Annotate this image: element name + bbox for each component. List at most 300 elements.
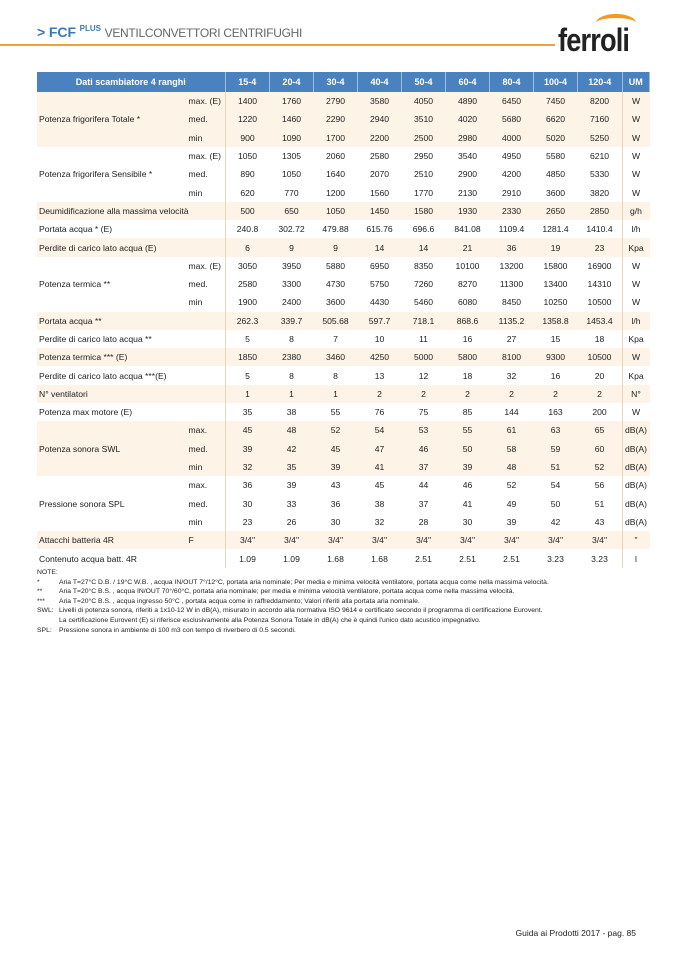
cell-value: 30: [225, 495, 270, 513]
row-label: Attacchi batteria 4R: [37, 531, 189, 549]
cell-value: 3.23: [547, 553, 564, 564]
row-sublabel: [189, 348, 226, 366]
cell-value: 8270: [457, 279, 478, 290]
cell-value: 58: [490, 440, 534, 458]
cell-value: 4950: [501, 151, 522, 162]
cell-value: 3600: [545, 187, 566, 198]
table-row: [37, 238, 650, 256]
cell-value: 2380: [270, 348, 314, 366]
cell-value: 2330: [490, 202, 534, 220]
cell-value: 42: [270, 440, 314, 458]
cell-value: 18: [594, 334, 605, 344]
note-key: SWL:: [37, 607, 54, 615]
cell-value: 52: [506, 480, 517, 491]
cell-value: 20: [594, 370, 605, 381]
table-row: [37, 202, 650, 220]
cell-value: 696.6: [412, 224, 435, 235]
cell-value: 11: [419, 334, 428, 344]
cell-value: 1: [225, 385, 270, 403]
cell-value: 1453.4: [578, 312, 623, 330]
cell-value: 65: [578, 421, 623, 439]
table-row: [37, 257, 650, 275]
cell-value: 16: [462, 334, 473, 344]
cell-value: 1850: [225, 348, 270, 366]
cell-value: 1.09: [283, 553, 300, 564]
cell-value: 41: [358, 458, 402, 476]
cell-value: 51: [594, 498, 605, 509]
cell-value: 1.68: [327, 553, 344, 564]
note-item: [37, 587, 549, 597]
cell-value: 13: [374, 370, 385, 381]
column-header: 60-4: [446, 72, 490, 92]
cell-value: 2580: [225, 275, 270, 293]
cell-value: 10: [374, 334, 385, 344]
cell-value: 39: [286, 480, 297, 491]
cell-value: 4200: [501, 169, 522, 180]
cell-value: 6620: [534, 110, 578, 128]
table-row: [37, 440, 650, 458]
row-sublabel: min: [188, 297, 203, 308]
row-unit: W: [622, 129, 650, 147]
column-header: 20-4: [270, 72, 314, 92]
cell-value: 1305: [281, 151, 302, 162]
cell-value: 43: [330, 480, 341, 491]
cell-value: 650: [270, 202, 314, 220]
cell-value: 56: [594, 480, 605, 491]
cell-value: 3050: [225, 257, 270, 275]
cell-value: 2290: [314, 110, 358, 128]
cell-value: 38: [286, 407, 297, 418]
note-key: SPL:: [37, 626, 52, 634]
row-label: [37, 458, 189, 476]
cell-value: 61: [490, 421, 534, 439]
cell-value: 10100: [455, 260, 480, 271]
cell-value: 59: [534, 440, 578, 458]
cell-value: 5750: [369, 279, 390, 290]
cell-value: 45: [225, 421, 270, 439]
cell-value: 3/4": [534, 531, 578, 549]
row-unit: ": [622, 531, 650, 549]
cell-value: 2910: [501, 187, 522, 198]
note-text: Aria T=27°C D.B. / 19°C W.B. , acqua IN/OUT 7°/12°C, portata aria nominale; Per media e minima velocità ventilatore, portata acqua come nella massima velocità.: [59, 578, 549, 586]
row-label: Perdite di carico lato acqua **: [39, 334, 152, 344]
cell-value: 3580: [358, 92, 402, 110]
row-label: Perdite di carico lato acqua ***(E): [39, 370, 167, 381]
cell-value: 32: [374, 516, 385, 527]
cell-value: 36: [225, 476, 270, 494]
row-sublabel: max.: [189, 421, 226, 439]
cell-value: 8: [333, 370, 338, 381]
cell-value: 262.3: [225, 312, 270, 330]
row-unit: dB(A): [622, 440, 650, 458]
cell-value: 21: [446, 238, 490, 256]
note-key: [37, 616, 59, 626]
row-sublabel: max. (E): [189, 92, 226, 110]
cell-value: 42: [550, 516, 561, 527]
note-item: [37, 578, 549, 588]
cell-value: 37: [418, 498, 429, 509]
row-label: [37, 183, 189, 201]
cell-value: 3510: [402, 110, 446, 128]
cell-value: 1.68: [371, 553, 388, 564]
cell-value: 16900: [587, 260, 612, 271]
cell-value: 75: [418, 407, 429, 418]
header-arrow: >: [37, 24, 46, 40]
table-title: Dati scambiatore 4 ranghi: [37, 72, 225, 92]
cell-value: 2.51: [459, 553, 476, 564]
header-rule: [0, 44, 555, 46]
cell-value: 4050: [402, 92, 446, 110]
cell-value: 3/4": [402, 531, 446, 549]
cell-value: 36: [330, 498, 341, 509]
cell-value: 3540: [457, 151, 478, 162]
cell-value: 4850: [545, 169, 566, 180]
cell-value: 1358.8: [534, 312, 578, 330]
cell-value: 2: [490, 385, 534, 403]
row-sublabel: med.: [188, 279, 208, 290]
notes: [37, 568, 549, 635]
row-label: [37, 293, 189, 311]
cell-value: 770: [284, 187, 299, 198]
cell-value: 8200: [578, 92, 623, 110]
row-label: [37, 421, 189, 439]
row-sublabel: [189, 366, 226, 384]
cell-value: 60: [578, 440, 623, 458]
row-unit: dB(A): [622, 421, 650, 439]
cell-value: 27: [506, 334, 517, 344]
row-unit: W: [622, 293, 650, 311]
cell-value: 53: [402, 421, 446, 439]
cell-value: 2130: [457, 187, 478, 198]
note-item: [37, 626, 549, 636]
row-sublabel: med.: [189, 110, 226, 128]
cell-value: 302.72: [278, 224, 305, 235]
ferroli-logo: [558, 14, 663, 58]
row-unit: W: [622, 275, 650, 293]
cell-value: 19: [534, 238, 578, 256]
cell-value: 5880: [325, 260, 346, 271]
note-key: *: [37, 578, 40, 586]
row-label: [37, 92, 189, 110]
row-unit: W: [622, 348, 650, 366]
cell-value: 505.68: [314, 312, 358, 330]
cell-value: 9300: [534, 348, 578, 366]
cell-value: 841.08: [454, 224, 481, 235]
table-row: [37, 421, 650, 439]
cell-value: 1580: [402, 202, 446, 220]
cell-value: 18: [462, 370, 473, 381]
row-label: Portata acqua **: [37, 312, 189, 330]
cell-value: 32: [225, 458, 270, 476]
cell-value: 6210: [589, 151, 610, 162]
row-unit: l/h: [622, 220, 650, 238]
cell-value: 6950: [369, 260, 390, 271]
cell-value: 2950: [413, 151, 434, 162]
row-sublabel: [189, 385, 226, 403]
row-label: Potenza frigorifera Sensibile *: [39, 169, 153, 180]
row-sublabel: F: [189, 531, 226, 549]
cell-value: 3/4": [578, 531, 623, 549]
cell-value: 4250: [358, 348, 402, 366]
note-key: **: [37, 588, 43, 596]
cell-value: 2: [358, 385, 402, 403]
row-unit: W: [622, 165, 650, 183]
cell-value: 868.6: [446, 312, 490, 330]
row-sublabel: [189, 330, 226, 348]
cell-value: 1050: [225, 147, 270, 165]
cell-value: 26: [286, 516, 297, 527]
cell-value: 14310: [587, 279, 612, 290]
row-unit: W: [622, 257, 650, 275]
cell-value: 76: [374, 407, 385, 418]
cell-value: 1135.2: [490, 312, 534, 330]
cell-value: 7450: [534, 92, 578, 110]
cell-value: 2940: [358, 110, 402, 128]
table-row: [37, 147, 650, 165]
table-row: [37, 458, 650, 476]
cell-value: 49: [506, 498, 517, 509]
column-header: 50-4: [402, 72, 446, 92]
table-row: [37, 220, 650, 238]
cell-value: 7260: [413, 279, 434, 290]
cell-value: 55: [330, 407, 341, 418]
cell-value: 2580: [369, 151, 390, 162]
cell-value: 339.7: [270, 312, 314, 330]
spec-table: [37, 72, 650, 568]
cell-value: 1: [314, 385, 358, 403]
note-text: La certificazione Eurovent (E) si riferisce esclusivamente alla Potenza Sonora Totale in dB(A) che è quindi l'unico dato acustico impegnativo.: [59, 616, 481, 624]
note-text: Aria T=20°C B.S. , acqua IN/OUT 70°/60°C, portata aria nominale; per media e minima velocità ventilatore, portata acqua come nella massima velocità.: [59, 588, 515, 596]
table-row: [37, 92, 650, 110]
cell-value: 12: [418, 370, 429, 381]
cell-value: 45: [374, 480, 385, 491]
cell-value: 51: [534, 458, 578, 476]
table-row: [37, 549, 650, 567]
table-row: [37, 513, 650, 531]
cell-value: 1050: [314, 202, 358, 220]
cell-value: 50: [550, 498, 561, 509]
cell-value: 3600: [325, 297, 346, 308]
cell-value: 30: [330, 516, 341, 527]
cell-value: 2850: [578, 202, 623, 220]
cell-value: 1400: [225, 92, 270, 110]
cell-value: 900: [225, 129, 270, 147]
cell-value: 2980: [446, 129, 490, 147]
row-unit: g/h: [622, 202, 650, 220]
cell-value: 1410.4: [586, 224, 613, 235]
cell-value: 46: [462, 480, 473, 491]
row-label: Contenuto acqua batt. 4R: [39, 553, 137, 564]
row-sublabel: [189, 312, 226, 330]
cell-value: 8: [289, 334, 294, 344]
cell-value: 39: [314, 458, 358, 476]
cell-value: 7: [333, 334, 338, 344]
cell-value: 1560: [369, 187, 390, 198]
row-sublabel: max. (E): [188, 151, 221, 162]
row-sublabel: min: [189, 458, 226, 476]
row-label: Potenza termica *** (E): [37, 348, 189, 366]
table-row: [37, 293, 650, 311]
table-header-row: [37, 72, 650, 92]
cell-value: 50: [446, 440, 490, 458]
cell-value: 163: [548, 407, 563, 418]
row-unit: l: [622, 549, 650, 567]
cell-value: 28: [418, 516, 429, 527]
logo-wordmark: ferroli: [558, 22, 630, 58]
cell-value: 10500: [587, 297, 612, 308]
row-unit: l/h: [622, 312, 650, 330]
cell-value: 2070: [369, 169, 390, 180]
row-sublabel: max.: [188, 480, 208, 491]
cell-value: 479.88: [322, 224, 349, 235]
cell-value: 2400: [281, 297, 302, 308]
cell-value: 1109.4: [498, 224, 525, 235]
cell-value: 1450: [358, 202, 402, 220]
row-unit: W: [622, 147, 650, 165]
table-row: [37, 312, 650, 330]
cell-value: 47: [358, 440, 402, 458]
note-item: [37, 606, 549, 616]
cell-value: 13400: [543, 279, 568, 290]
cell-value: 2: [402, 385, 446, 403]
cell-value: 35: [225, 403, 270, 421]
cell-value: 2060: [325, 151, 346, 162]
row-unit: W: [622, 110, 650, 128]
page-header: [37, 24, 302, 40]
cell-value: 620: [225, 183, 270, 201]
row-sublabel: max. (E): [188, 260, 221, 271]
note-item: [37, 616, 549, 626]
cell-value: 23: [578, 238, 623, 256]
notes-title: NOTE:: [37, 569, 58, 576]
cell-value: 2200: [358, 129, 402, 147]
page-footer: Guida ai Prodotti 2017 - pag. 85: [515, 928, 636, 938]
cell-value: 3/4": [358, 531, 402, 549]
row-label: [37, 129, 189, 147]
cell-value: 33: [286, 498, 297, 509]
cell-value: 1760: [270, 92, 314, 110]
cell-value: 3950: [281, 260, 302, 271]
row-unit: W: [622, 403, 650, 421]
row-sublabel: [189, 238, 226, 256]
cell-value: 3.23: [591, 553, 608, 564]
note-text: Pressione sonora in ambiente di 100 m3 con tempo di riverbero di 0.5 secondi.: [59, 626, 296, 634]
cell-value: 14: [402, 238, 446, 256]
table-row: [37, 275, 650, 293]
um-header: UM: [622, 72, 650, 92]
cell-value: 48: [270, 421, 314, 439]
cell-value: 45: [314, 440, 358, 458]
cell-value: 63: [534, 421, 578, 439]
header-brand: FCF: [48, 24, 77, 40]
cell-value: 16: [550, 370, 561, 381]
row-unit: dB(A): [622, 458, 650, 476]
cell-value: 41: [462, 498, 473, 509]
row-unit: N°: [622, 385, 650, 403]
cell-value: 36: [490, 238, 534, 256]
cell-value: 43: [594, 516, 605, 527]
cell-value: 30: [462, 516, 473, 527]
row-sublabel: [189, 220, 226, 238]
cell-value: 3820: [589, 187, 610, 198]
cell-value: 15: [550, 334, 561, 344]
row-label: Potenza max motore (E): [39, 407, 133, 418]
cell-value: 52: [314, 421, 358, 439]
table-row: [37, 495, 650, 513]
row-label: [37, 513, 189, 531]
row-label: Deumidificazione alla massima velocità: [37, 202, 189, 220]
cell-value: 4890: [446, 92, 490, 110]
cell-value: 2.51: [503, 553, 520, 564]
row-label: Portata acqua * (E): [39, 224, 113, 235]
row-label: Potenza termica **: [39, 279, 111, 290]
row-unit: dB(A): [622, 476, 650, 494]
cell-value: 3/4": [446, 531, 490, 549]
cell-value: 3/4": [490, 531, 534, 549]
cell-value: 5: [225, 366, 270, 384]
cell-value: 1: [270, 385, 314, 403]
cell-value: 39: [446, 458, 490, 476]
cell-value: 4430: [369, 297, 390, 308]
cell-value: 200: [592, 407, 607, 418]
row-label: [37, 257, 189, 275]
cell-value: 2: [446, 385, 490, 403]
cell-value: 44: [418, 480, 429, 491]
cell-value: 718.1: [402, 312, 446, 330]
cell-value: 500: [225, 202, 270, 220]
cell-value: 5800: [446, 348, 490, 366]
row-unit: W: [622, 92, 650, 110]
cell-value: 3300: [281, 279, 302, 290]
cell-value: 1050: [281, 169, 302, 180]
cell-value: 14: [358, 238, 402, 256]
cell-value: 2650: [534, 202, 578, 220]
table-row: [37, 385, 650, 403]
cell-value: 54: [358, 421, 402, 439]
table-row: [37, 330, 650, 348]
row-sublabel: med.: [189, 440, 226, 458]
note-text: Livelli di potenza sonora, riferiti a 1x10-12 W in dB(A), misurato in accordo alla normativa ISO 9614 e certificato secondo il programma di certificazione Eurovent.: [59, 607, 543, 615]
note-text: Aria T=20°C B.S. , acqua ingresso 50°C , portata acqua come in raffreddamento; Valori riferiti alla portata aria nominale.: [59, 597, 420, 605]
cell-value: 38: [374, 498, 385, 509]
row-sublabel: [189, 403, 226, 421]
cell-value: 2: [534, 385, 578, 403]
cell-value: 4000: [490, 129, 534, 147]
cell-value: 240.8: [225, 220, 270, 238]
row-sublabel: min: [188, 187, 203, 198]
cell-value: 1200: [325, 187, 346, 198]
cell-value: 5580: [545, 151, 566, 162]
cell-value: 1700: [314, 129, 358, 147]
column-header: 100-4: [534, 72, 578, 92]
cell-value: 2790: [314, 92, 358, 110]
cell-value: 13200: [499, 260, 524, 271]
column-header: 120-4: [578, 72, 623, 92]
cell-value: 615.76: [366, 224, 393, 235]
cell-value: 1460: [270, 110, 314, 128]
cell-value: 37: [402, 458, 446, 476]
cell-value: 1930: [446, 202, 490, 220]
cell-value: 39: [506, 516, 517, 527]
cell-value: 6080: [457, 297, 478, 308]
cell-value: 1090: [270, 129, 314, 147]
table-row: [37, 348, 650, 366]
cell-value: 3/4": [270, 531, 314, 549]
row-label: Pressione sonora SPL: [39, 498, 125, 509]
header-plus: PLUS: [79, 24, 101, 33]
row-label: [37, 476, 189, 494]
cell-value: 1900: [225, 293, 270, 311]
